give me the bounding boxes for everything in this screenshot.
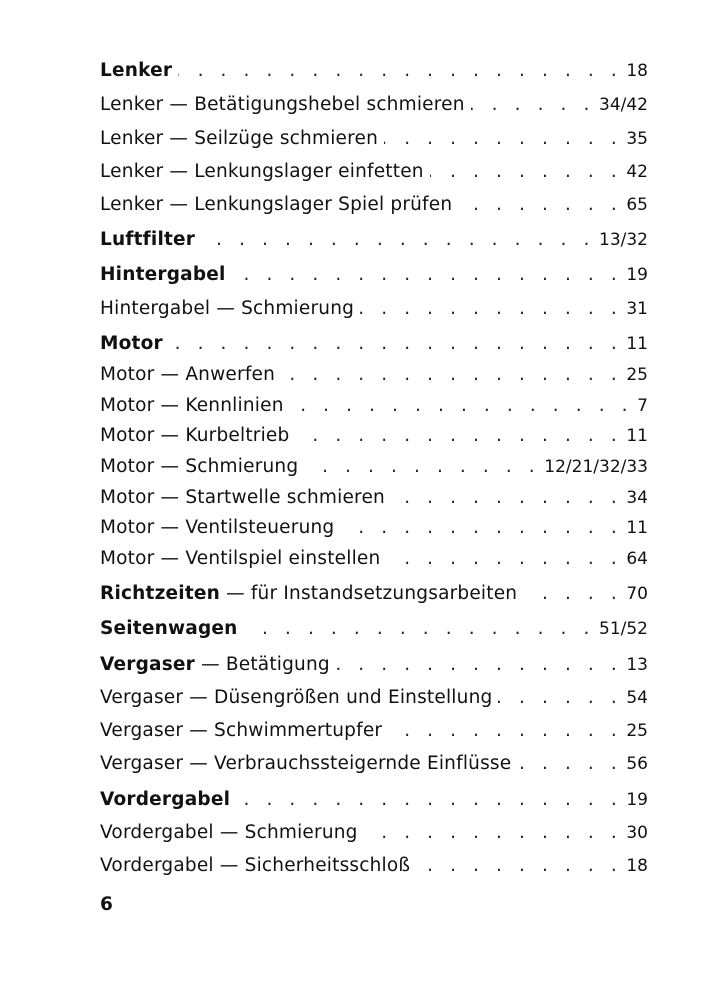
entry-text: — für Instandsetzungsarbeiten	[219, 583, 518, 604]
entry-text: Lenker — Betätigungshebel schmieren	[100, 94, 465, 115]
dot-leader	[430, 159, 623, 185]
entry-term	[100, 296, 354, 322]
entry-head: Luftfilter	[100, 229, 196, 250]
dot-leader	[471, 92, 595, 118]
dot-leader	[340, 515, 622, 541]
entry-page: 34/42	[599, 95, 648, 115]
index-entry	[100, 685, 648, 711]
index-entry	[100, 362, 648, 388]
entry-term	[100, 581, 517, 607]
entry-head: Vordergabel	[100, 789, 231, 810]
dot-leader	[498, 685, 622, 711]
entry-text: Hintergabel — Schmierung	[100, 298, 355, 319]
entry-text: Motor — Ventilspiel einstellen	[100, 548, 381, 569]
entry-term	[100, 262, 226, 288]
entry-page: 11	[626, 518, 648, 538]
entry-text: Lenker — Lenkungslager einfetten	[100, 161, 424, 182]
entry-page: 30	[626, 823, 648, 843]
entry-term	[100, 331, 163, 357]
index-entry	[100, 718, 648, 744]
dot-leader	[384, 126, 622, 152]
dot-leader	[517, 751, 622, 777]
entry-term	[100, 454, 298, 480]
dot-leader	[336, 652, 623, 678]
entry-term	[100, 227, 195, 253]
index-entry	[100, 262, 648, 288]
entry-page: 11	[626, 426, 648, 446]
entry-term	[100, 787, 230, 813]
entry-head: Motor	[100, 333, 163, 354]
dot-leader	[416, 853, 622, 879]
index-entry	[100, 227, 648, 253]
entry-term	[100, 751, 511, 777]
entry-text: Vergaser — Düsengrößen und Einstellung	[100, 687, 493, 708]
entry-text: Motor — Kurbeltrieb	[100, 425, 290, 446]
entry-text: — Betätigung	[195, 654, 330, 675]
entry-page: 31	[626, 299, 648, 319]
dot-leader	[201, 227, 595, 253]
entry-page: 51/52	[599, 619, 648, 639]
entry-page: 19	[626, 265, 648, 285]
entry-head: Hintergabel	[100, 264, 226, 285]
entry-text: Lenker — Seilzüge schmieren	[100, 128, 379, 149]
entry-term	[100, 159, 424, 185]
dot-leader	[523, 581, 622, 607]
index-entry	[100, 751, 648, 777]
dot-leader	[386, 546, 622, 572]
entry-head: Lenker	[100, 60, 173, 81]
index-entry	[100, 652, 648, 678]
entry-page: 56	[626, 754, 648, 774]
entry-term	[100, 58, 172, 84]
entry-text: Motor — Schmierung	[100, 456, 299, 477]
entry-page: 19	[626, 790, 648, 810]
entry-term	[100, 853, 410, 879]
entry-page: 25	[626, 721, 648, 741]
dot-leader	[360, 296, 622, 322]
entry-text: Motor — Ventilsteuerung	[100, 517, 335, 538]
entry-term	[100, 718, 382, 744]
entry-head: Richtzeiten	[100, 583, 220, 604]
dot-leader	[388, 718, 622, 744]
index-entry	[100, 192, 648, 218]
entry-page: 13	[626, 655, 648, 675]
entry-term	[100, 423, 289, 449]
dot-leader	[304, 454, 540, 480]
index-entry	[100, 546, 648, 572]
entry-head: Seitenwagen	[100, 618, 238, 639]
page-number: 6	[100, 894, 113, 915]
entry-page: 64	[626, 549, 648, 569]
index-entry	[100, 485, 648, 511]
entry-page: 65	[626, 195, 648, 215]
entry-page: 7	[637, 396, 648, 416]
dot-leader	[290, 393, 634, 419]
entry-page: 54	[626, 688, 648, 708]
dot-leader	[236, 787, 622, 813]
entry-page: 70	[626, 584, 648, 604]
index-entry	[100, 787, 648, 813]
dot-leader	[458, 192, 622, 218]
index-entry	[100, 820, 648, 846]
entry-term	[100, 362, 275, 388]
entry-term	[100, 616, 238, 642]
index-entry	[100, 331, 648, 357]
dot-leader	[169, 331, 623, 357]
entry-text: Motor — Startwelle schmieren	[100, 487, 385, 508]
entry-text: Vergaser — Schwimmertupfer	[100, 720, 383, 741]
entry-term	[100, 192, 452, 218]
index-entry	[100, 159, 648, 185]
entry-text: Motor — Anwerfen	[100, 364, 276, 385]
index-entry	[100, 58, 648, 84]
entry-term	[100, 546, 380, 572]
index-entry	[100, 423, 648, 449]
dot-leader	[295, 423, 622, 449]
entry-term	[100, 652, 330, 678]
index-entry	[100, 92, 648, 118]
entry-term	[100, 126, 378, 152]
dot-leader	[232, 262, 623, 288]
index-entry	[100, 581, 648, 607]
index-entry	[100, 616, 648, 642]
index-entry	[100, 296, 648, 322]
entry-term	[100, 485, 385, 511]
entry-page: 13/32	[599, 230, 648, 250]
entry-page: 18	[626, 61, 648, 81]
entry-text: Vordergabel — Schmierung	[100, 822, 358, 843]
entry-page: 12/21/32/33	[544, 457, 648, 477]
dot-leader	[391, 485, 622, 511]
entry-page: 18	[626, 856, 648, 876]
dot-leader	[364, 820, 623, 846]
entry-term	[100, 92, 465, 118]
entry-term	[100, 820, 358, 846]
index-entry	[100, 393, 648, 419]
index-entry	[100, 126, 648, 152]
entry-text: Motor — Kennlinien	[100, 395, 284, 416]
entry-page: 34	[626, 488, 648, 508]
entry-page: 11	[626, 334, 648, 354]
dot-leader	[244, 616, 595, 642]
entry-term	[100, 393, 284, 419]
entry-text: Vordergabel — Sicherheitsschloß	[100, 855, 411, 876]
entry-page: 25	[626, 365, 648, 385]
entry-term	[100, 515, 334, 541]
entry-term	[100, 685, 492, 711]
index-entry	[100, 515, 648, 541]
entry-text: Lenker — Lenkungslager Spiel prüfen	[100, 194, 453, 215]
dot-leader	[281, 362, 622, 388]
entry-page: 42	[626, 162, 648, 182]
entry-head: Vergaser	[100, 654, 195, 675]
entry-text: Vergaser — Verbrauchssteigernde Einflüsse	[100, 753, 512, 774]
entry-page: 35	[626, 129, 648, 149]
index-entry	[100, 853, 648, 879]
index-entry	[100, 454, 648, 480]
dot-leader	[178, 58, 622, 84]
